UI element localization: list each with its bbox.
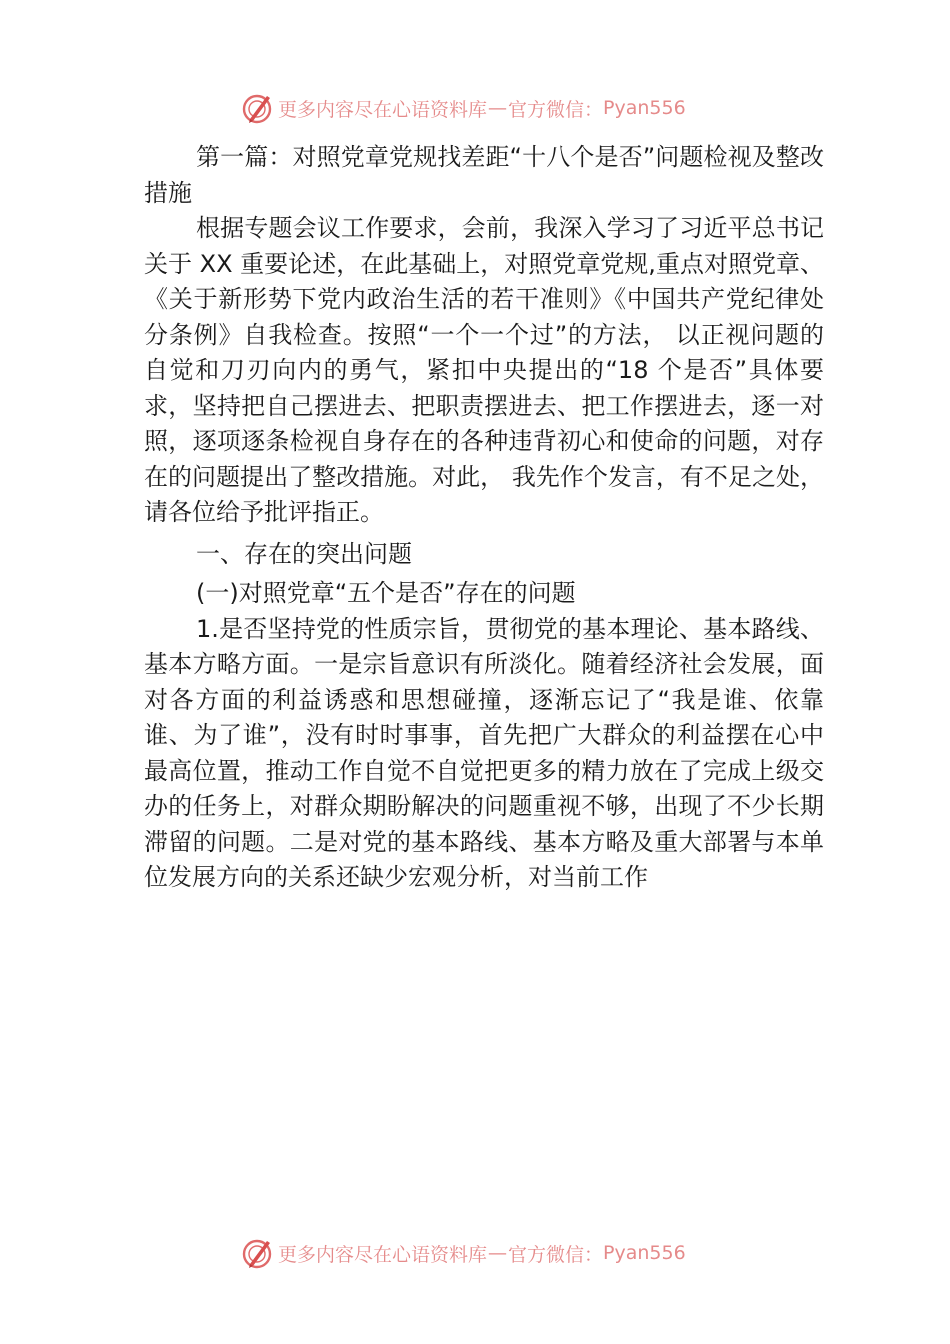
item-paragraph: 1.是否坚持党的性质宗旨，贯彻党的基本理论、基本路线、基本方略方面。一是宗旨意识有所淡化。随着经济社会发展，面对各方面的利益诱惑和思想碰撞，逐渐忘记了“我是谁、依靠谁、为了谁”，没有时时事事，首先把广大群众的利益摆在心中最高位置，推动工作自觉不自觉把更多的精力放在了完成上级交办的任务上，对群众期盼解决的问题重视不够，出现了不少长期滞留的问题。二是对党的基本路线、基本方略及重大部署与本单位发展方向的关系还缺少宏观分析，对当前工作 [144,614,824,891]
section-heading: 一、存在的突出问题 [196,539,412,568]
watermark-text: 更多内容尽在心语资料库 [278,1243,488,1266]
subsection-heading: (一)对照党章“五个是否”存在的问题 [196,579,576,607]
header-watermark [240,90,760,126]
footer-watermark [240,1235,760,1271]
watermark-text: 更多内容尽在心语资料库 [278,98,488,121]
watermark-separator: — [488,97,508,119]
document-title: 第一篇：对照党章党规找差距“十八个是否”问题检视及整改措施 [144,143,824,207]
pen-seal-icon [240,1236,274,1270]
intro-paragraph: 根据专题会议工作要求，会前，我深入学习了习近平总书记关于 XX 重要论述，在此基础上，对照党章党规,重点对照党章、《关于新形势下党内政治生活的若干准则》《中国共产党纪律处分条例》自我检查。按照“一个一个过”的方法， 以正视问题的自觉和刀刃向内的勇气，紧扣中央提出的“18 个是否”具体要求，坚持把自己摆进去、把职责摆进去、把工作摆进去，逐一对照，逐项逐条检视自身存在的各种违背初心和使命的问题，对存在的问题提出了整改措施。对此， 我先作个发言，有不足之处，请各位给予批评指正。 [144,214,824,526]
watermark-label: 官方微信： [508,98,604,121]
watermark-separator: — [488,1242,508,1264]
document-body [144,140,824,896]
pen-seal-icon [240,91,274,125]
watermark-label: 官方微信： [508,1243,604,1266]
watermark-wechat-id: Pyan556 [603,97,686,119]
watermark-wechat-id: Pyan556 [603,1242,686,1264]
